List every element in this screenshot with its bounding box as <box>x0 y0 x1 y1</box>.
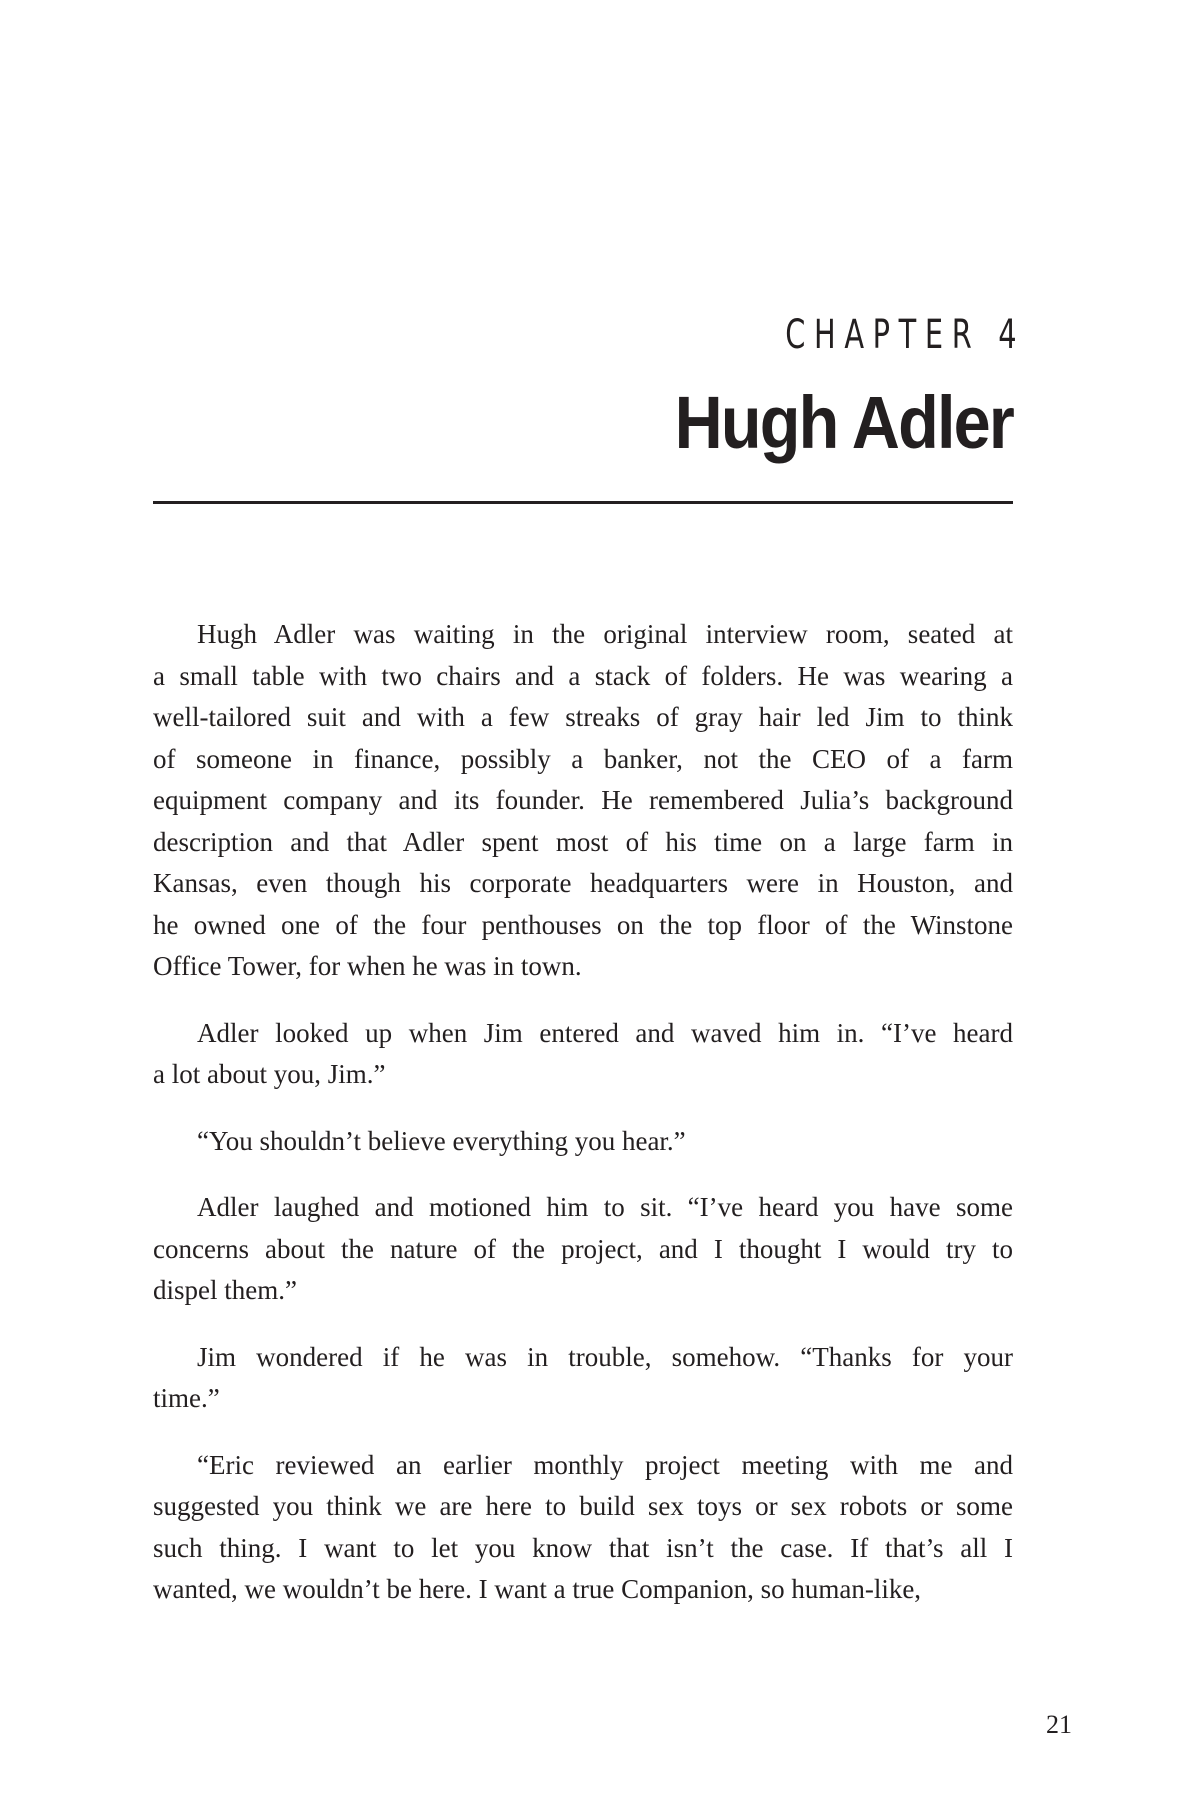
chapter-title: Hugh Adler <box>674 381 1013 464</box>
text-line: Kansas, even though his corporate headquarters were in Houston, and <box>153 868 1013 898</box>
paragraph <box>153 1337 1013 1420</box>
paragraph <box>153 1013 1013 1096</box>
text-line: “You shouldn’t believe everything you hear.” <box>197 1125 686 1156</box>
chapter-body <box>153 614 1013 1636</box>
text-line: “Eric reviewed an earlier monthly project meeting with me and <box>197 1449 1013 1480</box>
text-line: of someone in finance, possibly a banker, not the CEO of a farm <box>153 743 1013 774</box>
text-line: Adler laughed and motioned him to sit. “I’ve heard you have some <box>197 1192 1013 1222</box>
text-line: time.” <box>153 1383 220 1413</box>
paragraph <box>153 614 1013 988</box>
text-line: description and that Adler spent most of his time on a large farm in <box>153 826 1013 857</box>
paragraph <box>153 1445 1013 1611</box>
text-line: dispel them.” <box>153 1275 297 1305</box>
paragraph <box>153 1121 1013 1163</box>
chapter-label: CHAPTER 4 <box>785 312 1025 358</box>
text-line: such thing. I want to let you know that isn’t the case. If that’s all I <box>153 1532 1013 1563</box>
text-line: Adler looked up when Jim entered and waved him in. “I’ve heard <box>197 1017 1013 1048</box>
text-line: wanted, we wouldn’t be here. I want a true Companion, so human-like, <box>153 1574 922 1604</box>
page-number: 21 <box>1046 1710 1072 1739</box>
text-line: equipment company and its founder. He remembered Julia’s background <box>153 785 1013 815</box>
text-line: he owned one of the four penthouses on the top floor of the Winstone <box>153 909 1013 940</box>
text-line: a lot about you, Jim.” <box>153 1059 386 1089</box>
paragraph <box>153 1187 1013 1312</box>
text-line: Office Tower, for when he was in town. <box>153 951 582 981</box>
text-line: Hugh Adler was waiting in the original interview room, seated at <box>197 619 1013 649</box>
title-divider <box>153 501 1013 504</box>
text-line: Jim wondered if he was in trouble, somehow. “Thanks for your <box>197 1341 1013 1372</box>
text-line: concerns about the nature of the project, and I thought I would try to <box>153 1233 1013 1264</box>
text-line: suggested you think we are here to build sex toys or sex robots or some <box>153 1491 1013 1521</box>
text-line: a small table with two chairs and a stack of folders. He was wearing a <box>153 660 1013 691</box>
text-line: well-tailored suit and with a few streaks of gray hair led Jim to think <box>153 702 1013 732</box>
